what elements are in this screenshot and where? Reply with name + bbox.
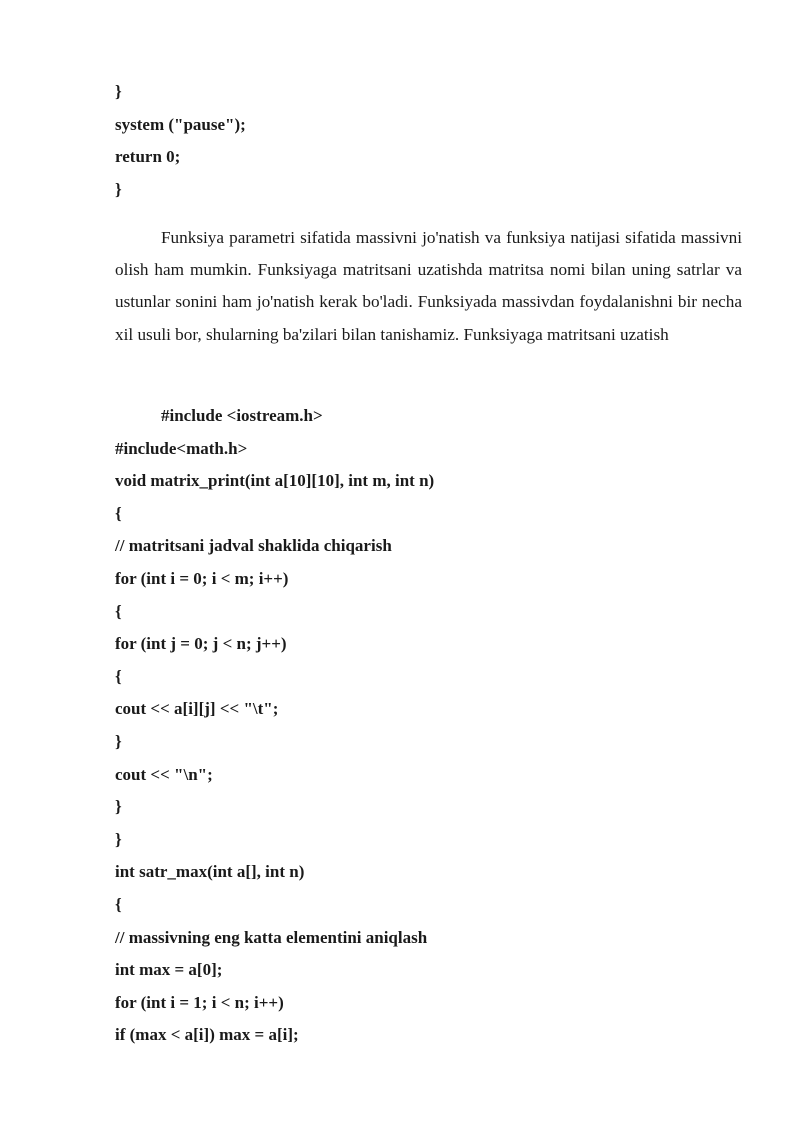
code-line: } — [115, 179, 122, 199]
code-line: } — [115, 829, 122, 849]
code-line: { — [115, 601, 122, 621]
code-line: for (int i = 1; i < n; i++) — [115, 992, 284, 1012]
code-line: cout << a[i][j] << "\t"; — [115, 699, 279, 719]
code-line: #include <iostream.h> — [161, 406, 323, 425]
code-line: // matritsani jadval shaklida chiqarish — [115, 536, 392, 556]
code-line: return 0; — [115, 147, 181, 167]
code-line: { — [115, 894, 122, 914]
code-line: for (int i = 0; i < m; i++) — [115, 568, 289, 588]
code-block-bottom — [115, 400, 745, 1052]
code-line: // massivning eng katta elementini aniqlash — [115, 927, 428, 947]
code-line: void matrix_print(int a[10][10], int m, int n) — [115, 471, 435, 491]
code-line: cout << "\n"; — [115, 764, 213, 784]
code-line: { — [115, 666, 122, 686]
code-line: system ("pause"); — [115, 114, 246, 134]
code-line: { — [115, 503, 122, 523]
code-line: int max = a[0]; — [115, 960, 223, 980]
code-line: } — [115, 731, 122, 751]
code-line: int satr_max(int a[], int n) — [115, 862, 305, 882]
code-line: if (max < a[i]) max = a[i]; — [115, 1025, 299, 1045]
code-line: } — [115, 797, 122, 817]
code-line: #include<math.h> — [115, 438, 248, 458]
code-block-top — [115, 76, 745, 206]
code-line: for (int j = 0; j < n; j++) — [115, 634, 287, 654]
code-line: } — [115, 82, 122, 101]
body-paragraph: Funksiya parametri sifatida massivni jo'natish va funksiya natijasi sifatida massivni olish ham mumkin. Funksiyaga matritsani uzatishda matritsa nomi bilan uning satrlar va ustunlar sonini ham jo'natish kerak bo'ladi. Funksiyada massivdan foydalanishni bir necha xil usuli bor, shularning ba'zilari bilan tanishamiz. Funksiyaga matritsani uzatish — [115, 228, 742, 344]
